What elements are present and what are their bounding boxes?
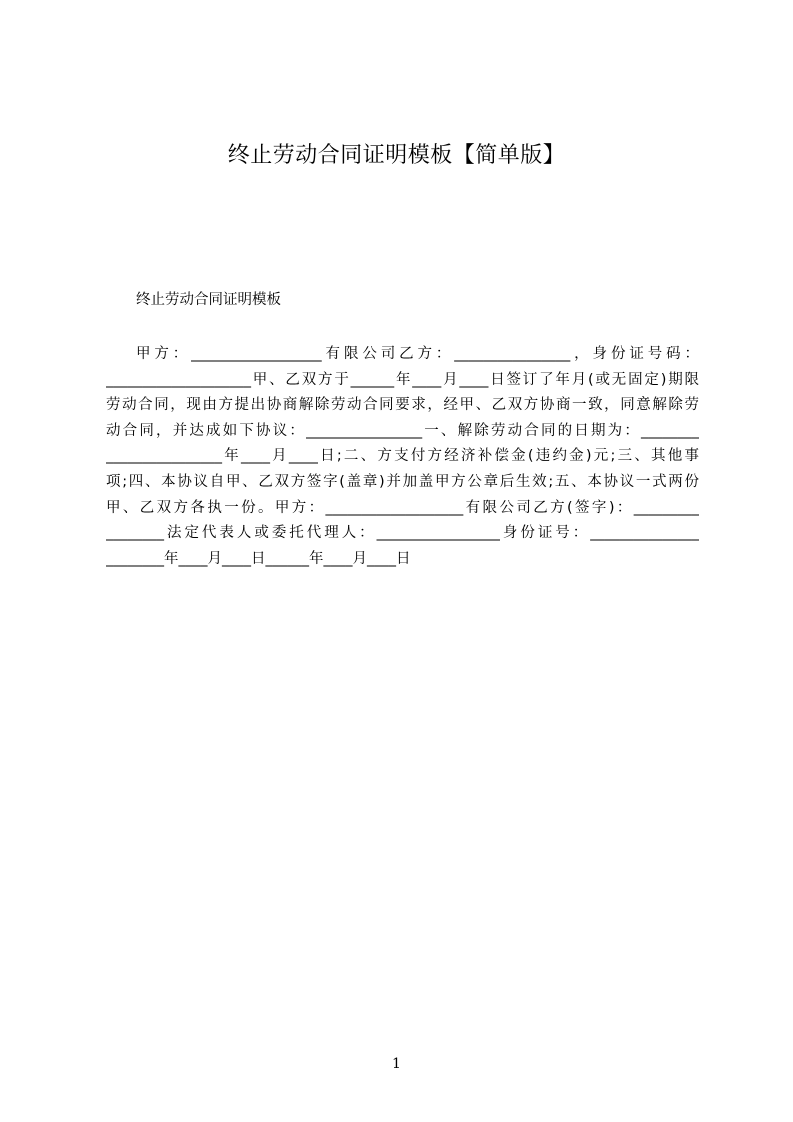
document-subtitle: 终止劳动合同证明模板 <box>136 292 281 308</box>
body-line: 甲、乙双方各执一份。甲方：___________________有限公司乙方(签字)：_________ <box>106 499 699 516</box>
body-line: 甲方：__________________有限公司乙方：________________，身份证号码： <box>136 346 699 362</box>
body-line: 劳动合同，现由方提出协商解除劳动合同要求，经甲、乙双方协商一致，同意解除劳 <box>106 397 699 414</box>
body-line: 动合同，并达成如下协议：________________一、解除劳动合同的日期为：________ <box>106 422 699 439</box>
body-line: 项;四、本协议自甲、乙双方签字(盖章)并加盖甲方公章后生效;五、本协议一式两份 <box>106 474 699 490</box>
body-line: ____________________甲、乙双方于______年____月____日签订了年月(或无固定)期限 <box>106 371 699 388</box>
body-line: ________法定代表人或委托代理人：_________________身份证号：_______________ <box>106 525 699 542</box>
document-title: 终止劳动合同证明模板【简单版】 <box>227 143 566 168</box>
body-line: ________________年____月____日;二、方支付方经济补偿金(违约金)元;三、其他事 <box>106 448 699 465</box>
page-number: 1 <box>392 1056 401 1072</box>
body-line: ________年____月____日______年____月____日 <box>106 550 411 567</box>
